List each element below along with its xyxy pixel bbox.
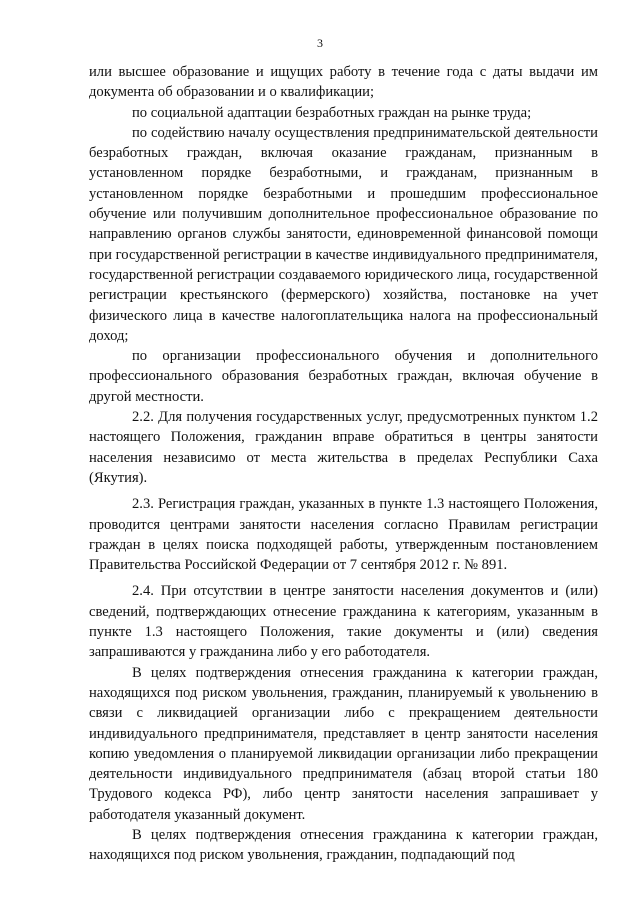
paragraph: или высшее образование и ищущих работу в течение года с даты выдачи им документа об образовании и о квалификации; bbox=[89, 64, 598, 101]
page-number: 3 bbox=[317, 36, 323, 50]
paragraph: В целях подтверждения отнесения гражданина к категории граждан, находящихся под риском увольнения, гражданин, планируемый к увольнению в связи с ликвидацией организации либо с прекращением деятельности индивидуального предпринимателя, представляет в центр занятости населения копию уведомления о планируемой ликвидации организации либо прекращении деятельности индивидуального предпринимателя (абзац второй статьи 180 Трудового кодекса РФ), либо центр занятости населения запрашивает у работодателя указанный документ. bbox=[89, 664, 598, 823]
paragraph: по содействию началу осуществления предпринимательской деятельности безработных граждан, включая оказание гражданам, признанным в установленном порядке безработными, и гражданам, признанным в установленном порядке безработными и прошедшим профессиональное обучение или получившим дополнительное профессиональное образование по направлению органов службы занятости, единовременной финансовой помощи при государственной регистрации в качестве индивидуального предпринимателя, государственной регистрации создаваемого юридического лица, государственной регистрации крестьянского (фермерского) хозяйства, постановке на учет физического лица в качестве налогоплательщика налога на профессиональный доход; bbox=[89, 124, 598, 344]
paragraph: 2.3. Регистрация граждан, указанных в пункте 1.3 настоящего Положения, проводится центрами занятости населения согласно Правилам регистрации граждан в целях поиска подходящей работы, утвержденным постановлением Правительства Российской Федерации от 7 сентября 2012 г. № 891. bbox=[89, 496, 598, 574]
paragraph: В целях подтверждения отнесения гражданина к категории граждан, находящихся под риском увольнения, гражданин, подпадающий под bbox=[89, 826, 598, 864]
paragraph: по социальной адаптации безработных граждан на рынке труда; bbox=[132, 104, 532, 121]
paragraph: 2.4. При отсутствии в центре занятости населения документов и (или) сведений, подтверждающих отнесение гражданина к категориям, указанным в пункте 1.3 настоящего Положения, такие документы и (или) сведения запрашиваются у гражданина либо у его работодателя. bbox=[89, 583, 598, 661]
paragraph: по организации профессионального обучения и дополнительного профессионального образования безработных граждан, включая обучение в другой местности. bbox=[89, 348, 598, 405]
paragraph: 2.2. Для получения государственных услуг, предусмотренных пунктом 1.2 настоящего Положения, гражданин вправе обратиться в центры занятости населения независимо от места жительства в пределах Республики Саха (Якутия). bbox=[89, 409, 598, 486]
document-body bbox=[89, 62, 598, 866]
